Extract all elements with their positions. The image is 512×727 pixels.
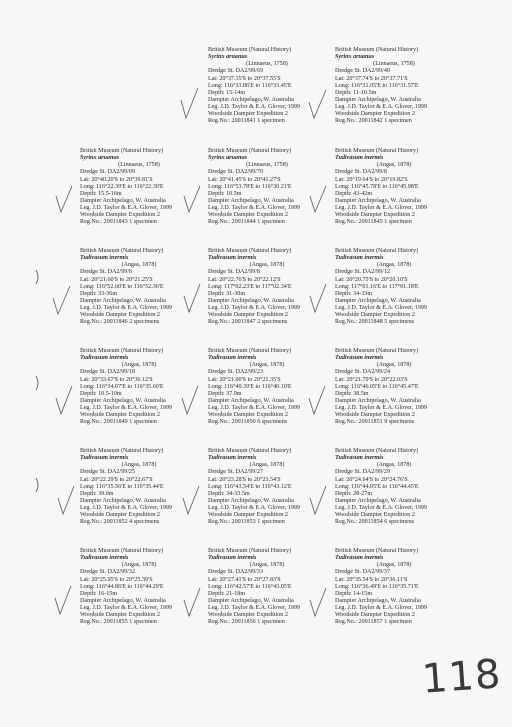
depth: Depth: 15.5-16m <box>80 190 122 197</box>
museum-name: British Museum (Natural History) <box>208 448 292 454</box>
specimen-label <box>335 548 453 627</box>
latitude: Lat: 20°21.60'S to 20°21.25'S <box>80 276 153 283</box>
collectors: Leg. J.D. Taylor & E.A. Glover, 1999 <box>208 205 300 212</box>
registration-number: Reg.No.: 20011857 1 specimen <box>335 619 412 626</box>
museum-name: British Museum (Natural History) <box>80 248 164 254</box>
species-author: (Linnaeus, 1758) <box>246 162 288 169</box>
locality: Dampier Archipelago, W. Australia <box>80 297 166 304</box>
species-author: (Linnaeus, 1758) <box>246 61 288 68</box>
museum-name: British Museum (Natural History) <box>335 448 419 454</box>
dredge-station: Dredge St. DA2/99/8 <box>208 269 260 276</box>
dredge-station: Dredge St. DA2/99/29 <box>335 469 391 476</box>
depth: Depth: 33-36m <box>80 290 118 297</box>
collectors: Leg. J.D. Taylor & E.A. Glover, 1999 <box>80 505 172 512</box>
expedition: Woodside Dampier Expedition 2 <box>80 612 160 619</box>
depth: Depth: 37.0m <box>208 390 242 397</box>
locality: Dampier Archipelago, W. Australia <box>208 197 294 204</box>
expedition: Woodside Dampier Expedition 2 <box>208 412 288 419</box>
museum-name: British Museum (Natural History) <box>335 348 419 354</box>
dredge-station: Dredge St. DA2/99/25 <box>80 469 136 476</box>
species-name: Syrinx aruanus <box>335 54 375 61</box>
expedition: Woodside Dampier Expedition 2 <box>208 512 288 519</box>
species-name: Tudivasum inermis <box>80 455 129 462</box>
latitude: Lat: 20°41.45'S to 20°41.27'S <box>208 176 281 183</box>
expedition: Woodside Dampier Expedition 2 <box>335 312 415 319</box>
museum-name: British Museum (Natural History) <box>80 448 164 454</box>
specimen-label <box>80 148 198 227</box>
collectors: Leg. J.D. Taylor & E.A. Glover, 1999 <box>208 405 300 412</box>
handwritten-page-number: 118 <box>420 651 503 703</box>
species-name: Tudivasum inermis <box>335 355 384 362</box>
species-author: (Angas, 1878) <box>376 562 412 569</box>
locality: Dampier Archipelago, W. Australia <box>80 397 166 404</box>
specimen-label <box>208 348 326 427</box>
specimen-label <box>80 248 198 327</box>
check-mark <box>56 386 72 414</box>
locality: Dampier Archipelago, W. Australia <box>335 597 421 604</box>
museum-name: British Museum (Natural History) <box>208 148 292 154</box>
specimen-label <box>208 448 326 527</box>
registration-number: Reg.No.: 20011848 5 specimens <box>335 319 415 326</box>
museum-name: British Museum (Natural History) <box>208 248 292 254</box>
museum-name: British Museum (Natural History) <box>335 548 419 554</box>
depth: Depth: 34-33m <box>335 290 373 297</box>
species-name: Tudivasum inermis <box>208 255 257 262</box>
dredge-station: Dredge St. DA2/99/12 <box>335 269 391 276</box>
specimen-label <box>208 47 326 126</box>
longitude: Long: 116°44.05'E to 116°44.45'E <box>335 483 419 490</box>
species-author: (Angas, 1878) <box>249 562 285 569</box>
latitude: Lat: 20°40.20'S to 20°39.81'S <box>80 176 153 183</box>
check-mark <box>53 286 70 314</box>
longitude: Long: 116°33.86'E to 116°33.45'E <box>208 82 292 89</box>
specimen-label <box>208 548 326 627</box>
collectors: Leg. J.D. Taylor & E.A. Glover, 1999 <box>80 405 172 412</box>
species-author: (Angas, 1878) <box>376 162 412 169</box>
locality: Dampier Archipelago, W. Australia <box>335 297 421 304</box>
locality: Dampier Archipelago, W. Australia <box>80 497 166 504</box>
latitude: Lat: 20°22.76'S to 20°22.12'S <box>208 276 281 283</box>
specimen-label <box>335 148 453 227</box>
registration-number: Reg.No.: 20011853 1 specimen <box>208 519 285 526</box>
specimen-label <box>335 47 453 126</box>
dredge-station: Dredge St. DA2/99/18 <box>80 369 136 376</box>
expedition: Woodside Dampier Expedition 2 <box>208 312 288 319</box>
museum-name: British Museum (Natural History) <box>208 548 292 554</box>
depth: Depth: 15-14m <box>208 89 246 96</box>
museum-name: British Museum (Natural History) <box>208 348 292 354</box>
longitude: Long: 116°40.39'E to 116°40.10'E <box>208 383 292 390</box>
latitude: Lat: 20°27.41'S to 20°27.83'S <box>208 576 281 583</box>
expedition: Woodside Dampier Expedition 2 <box>80 212 160 219</box>
species-name: Tudivasum inermis <box>335 155 384 162</box>
locality: Dampier Archipelago, W. Australia <box>335 497 421 504</box>
museum-name: British Museum (Natural History) <box>80 148 164 154</box>
expedition: Woodside Dampier Expedition 2 <box>80 312 160 319</box>
latitude: Lat: 20°21.79'S to 20°22.03'S <box>335 376 408 383</box>
dredge-station: Dredge St. DA2/99/37 <box>335 569 391 576</box>
registration-number: Reg.No.: 20011842 1 specimen <box>335 118 412 125</box>
museum-name: British Museum (Natural History) <box>208 47 292 53</box>
collectors: Leg. J.D. Taylor & E.A. Glover, 1999 <box>80 605 172 612</box>
specimen-label <box>335 448 453 527</box>
museum-name: British Museum (Natural History) <box>335 148 419 154</box>
museum-name: British Museum (Natural History) <box>80 348 164 354</box>
check-mark <box>55 586 71 614</box>
collectors: Leg. J.D. Taylor & E.A. Glover, 1999 <box>208 605 300 612</box>
species-author: (Angas, 1878) <box>249 362 285 369</box>
specimen-label <box>208 148 326 227</box>
check-mark <box>56 186 72 212</box>
species-author: (Angas, 1878) <box>376 262 412 269</box>
species-author: (Angas, 1878) <box>376 362 412 369</box>
collectors: Leg. J.D. Taylor & E.A. Glover, 1999 <box>335 605 427 612</box>
registration-number: Reg.No.: 20011854 6 specimens <box>335 519 415 526</box>
dredge-station: Dredge St. DA2/99/8 <box>335 169 387 176</box>
collectors: Leg. J.D. Taylor & E.A. Glover, 1999 <box>335 104 427 111</box>
dredge-station: Dredge St. DA2/99/23 <box>208 369 264 376</box>
species-author: (Angas, 1878) <box>249 462 285 469</box>
dredge-station: Dredge St. DA2/99/27 <box>208 469 264 476</box>
expedition: Woodside Dampier Expedition 2 <box>335 111 415 118</box>
species-author: (Angas, 1878) <box>121 562 157 569</box>
latitude: Lat: 20°19.64'S to 20°19.82'S <box>335 176 408 183</box>
locality: Dampier Archipelago, W. Australia <box>335 397 421 404</box>
collectors: Leg. J.D. Taylor & E.A. Glover, 1999 <box>208 505 300 512</box>
dredge-station: Dredge St. DA2/99/32 <box>80 569 136 576</box>
latitude: Lat: 20°22.29'S to 20°22.67'S <box>80 476 153 483</box>
species-name: Tudivasum inermis <box>80 355 129 362</box>
latitude: Lat: 20°21.00'S to 20°21.35'S <box>208 376 281 383</box>
species-name: Tudivasum inermis <box>80 255 129 262</box>
registration-number: Reg.No.: 20011841 1 specimen <box>208 118 285 125</box>
dredge-station: Dredge St. DA2/99/09 <box>80 169 136 176</box>
longitude: Long: 116°36.49'E to 116°35.71'E <box>335 583 419 590</box>
museum-name: British Museum (Natural History) <box>335 47 419 53</box>
registration-number: Reg.No.: 20011843 1 specimen <box>80 219 157 226</box>
latitude: Lat: 20°35.54'S to 20°36.11'S <box>335 576 408 583</box>
longitude: Long: 116°22.39'E to 116°22.30'E <box>80 183 164 190</box>
depth: Depth: 14-15m <box>335 590 373 597</box>
latitude: Lat: 20°25.95'S to 20°25.39'S <box>80 576 153 583</box>
collectors: Leg. J.D. Taylor & E.A. Glover, 1999 <box>80 205 172 212</box>
locality: Dampier Archipelago, W. Australia <box>208 597 294 604</box>
species-name: Tudivasum inermis <box>80 555 129 562</box>
locality: Dampier Archipelago, W. Australia <box>80 197 166 204</box>
collectors: Leg. J.D. Taylor & E.A. Glover, 1999 <box>335 405 427 412</box>
species-author: (Angas, 1878) <box>121 362 157 369</box>
species-author: (Linnaeus, 1758) <box>373 61 415 68</box>
depth: Depth: 21-18m <box>208 590 246 597</box>
depth: Depth: 10.5m <box>208 190 242 197</box>
locality: Dampier Archipelago, W. Australia <box>208 96 294 103</box>
registration-number: Reg.No.: 20011852 4 specimens <box>80 519 160 526</box>
species-name: Syrinx aruanus <box>208 155 248 162</box>
collectors: Leg. J.D. Taylor & E.A. Glover, 1999 <box>208 104 300 111</box>
longitude: Long: 116°43.54'E to 116°43.12'E <box>208 483 292 490</box>
species-name: Syrinx aruanus <box>80 155 120 162</box>
species-name: Tudivasum inermis <box>208 355 257 362</box>
latitude: Lat: 20°23.28'S to 20°23.54'S <box>208 476 281 483</box>
depth: Depth: 31-30m <box>208 290 246 297</box>
expedition: Woodside Dampier Expedition 2 <box>80 412 160 419</box>
locality: Dampier Archipelago, W. Australia <box>208 297 294 304</box>
depth: Depth: 11-10.5m <box>335 89 377 96</box>
registration-number: Reg.No.: 20011856 1 specimen <box>208 619 285 626</box>
expedition: Woodside Dampier Expedition 2 <box>335 612 415 619</box>
registration-number: Reg.No.: 20011849 1 specimen <box>80 419 157 426</box>
expedition: Woodside Dampier Expedition 2 <box>208 612 288 619</box>
expedition: Woodside Dampier Expedition 2 <box>80 512 160 519</box>
registration-number: Reg.No.: 20011844 1 specimen <box>208 219 285 226</box>
registration-number: Reg.No.: 20011851 9 specimens <box>335 419 415 426</box>
dredge-station: Dredge St. DA2/99/6 <box>80 269 132 276</box>
longitude: Long: 116°44.86'E to 116°44.29'E <box>80 583 164 590</box>
registration-number: Reg.No.: 20011846 2 specimens <box>80 319 160 326</box>
latitude: Lat: 20°20.75'S to 20°20.10'S <box>335 276 408 283</box>
registration-number: Reg.No.: 20011847 2 specimens <box>208 319 288 326</box>
longitude: Long: 117°01.16'E to 117°01.18'E <box>335 283 419 290</box>
species-author: (Angas, 1878) <box>121 262 157 269</box>
depth: Depth: 10.5-10m <box>80 390 122 397</box>
locality: Dampier Archipelago, W. Australia <box>208 397 294 404</box>
depth: Depth: 16-15m <box>80 590 118 597</box>
dredge-station: Dredge St. DA2/99/24 <box>335 369 391 376</box>
depth: Depth: 34-33.5m <box>208 490 250 497</box>
depth: Depth: 43-42m <box>335 190 373 197</box>
locality: Dampier Archipelago, W. Australia <box>335 197 421 204</box>
hole-punch-mark <box>36 478 38 492</box>
registration-number: Reg.No.: 20011850 6 specimens <box>208 419 288 426</box>
species-name: Tudivasum inermis <box>335 255 384 262</box>
species-name: Tudivasum inermis <box>335 555 384 562</box>
museum-name: British Museum (Natural History) <box>335 248 419 254</box>
latitude: Lat: 20°37.15'S to 20°37.55'S <box>208 75 281 82</box>
latitude: Lat: 20°37.74'S to 20°37.71'S <box>335 75 408 82</box>
depth: Depth: 28-27m <box>335 490 373 497</box>
collectors: Leg. J.D. Taylor & E.A. Glover, 1999 <box>335 205 427 212</box>
specimen-label <box>80 448 198 527</box>
species-name: Tudivasum inermis <box>335 455 384 462</box>
species-author: (Angas, 1878) <box>249 262 285 269</box>
check-mark <box>181 88 198 118</box>
longitude: Long: 116°52.60'E to 116°52.36'E <box>80 283 164 290</box>
specimen-label <box>208 248 326 327</box>
specimen-label <box>335 348 453 427</box>
hole-punch-mark <box>36 270 38 284</box>
longitude: Long: 116°35.56'E to 116°35.44'E <box>80 483 164 490</box>
registration-number: Reg.No.: 20011845 1 specimen <box>335 219 412 226</box>
collectors: Leg. J.D. Taylor & E.A. Glover, 1999 <box>335 505 427 512</box>
longitude: Long: 116°42.57'E to 116°43.05'E <box>208 583 292 590</box>
depth: Depth: 39.0m <box>80 490 114 497</box>
longitude: Long: 116°45.78'E to 116°45.98'E <box>335 183 419 190</box>
dredge-station: Dredge St. DA2/99/40 <box>335 68 391 75</box>
locality: Dampier Archipelago, W. Australia <box>335 96 421 103</box>
locality: Dampier Archipelago, W. Australia <box>208 497 294 504</box>
depth: Depth: 38.5m <box>335 390 369 397</box>
specimen-label <box>335 248 453 327</box>
species-author: (Angas, 1878) <box>376 462 412 469</box>
collectors: Leg. J.D. Taylor & E.A. Glover, 1999 <box>80 305 172 312</box>
latitude: Lat: 20°33.67'S to 20°36.12'S <box>80 376 153 383</box>
expedition: Woodside Dampier Expedition 2 <box>335 412 415 419</box>
longitude: Long: 116°34.07'E to 116°35.60'E <box>80 383 164 390</box>
species-name: Tudivasum inermis <box>208 555 257 562</box>
latitude: Lat: 20°24.64'S to 20°24.76'S <box>335 476 408 483</box>
expedition: Woodside Dampier Expedition 2 <box>208 212 288 219</box>
registration-number: Reg.No.: 20011855 1 specimen <box>80 619 157 626</box>
longitude: Long: 117°02.23'E to 117°02.34'E <box>208 283 292 290</box>
hole-punch-mark <box>36 376 38 390</box>
collectors: Leg. J.D. Taylor & E.A. Glover, 1999 <box>208 305 300 312</box>
species-name: Tudivasum inermis <box>208 455 257 462</box>
species-author: (Linnaeus, 1758) <box>118 162 160 169</box>
longitude: Long: 116°31.05'E to 116°31.57'E <box>335 82 419 89</box>
museum-name: British Museum (Natural History) <box>80 548 164 554</box>
expedition: Woodside Dampier Expedition 2 <box>335 512 415 519</box>
dredge-station: Dredge St. DA2/99/33 <box>208 569 264 576</box>
specimen-label <box>80 348 198 427</box>
dredge-station: Dredge St. DA2/99/69 <box>208 68 264 75</box>
species-name: Syrinx aruanus <box>208 54 248 61</box>
check-mark <box>58 486 74 514</box>
collectors: Leg. J.D. Taylor & E.A. Glover, 1999 <box>335 305 427 312</box>
expedition: Woodside Dampier Expedition 2 <box>335 212 415 219</box>
species-author: (Angas, 1878) <box>121 462 157 469</box>
specimen-label <box>80 548 198 627</box>
locality: Dampier Archipelago, W. Australia <box>80 597 166 604</box>
dredge-station: Dredge St. DA2/99/70 <box>208 169 264 176</box>
expedition: Woodside Dampier Expedition 2 <box>208 111 288 118</box>
longitude: Long: 116°53.78'E to 116°30.21'E <box>208 183 292 190</box>
longitude: Long: 116°46.05'E to 116°45.47'E <box>335 383 419 390</box>
